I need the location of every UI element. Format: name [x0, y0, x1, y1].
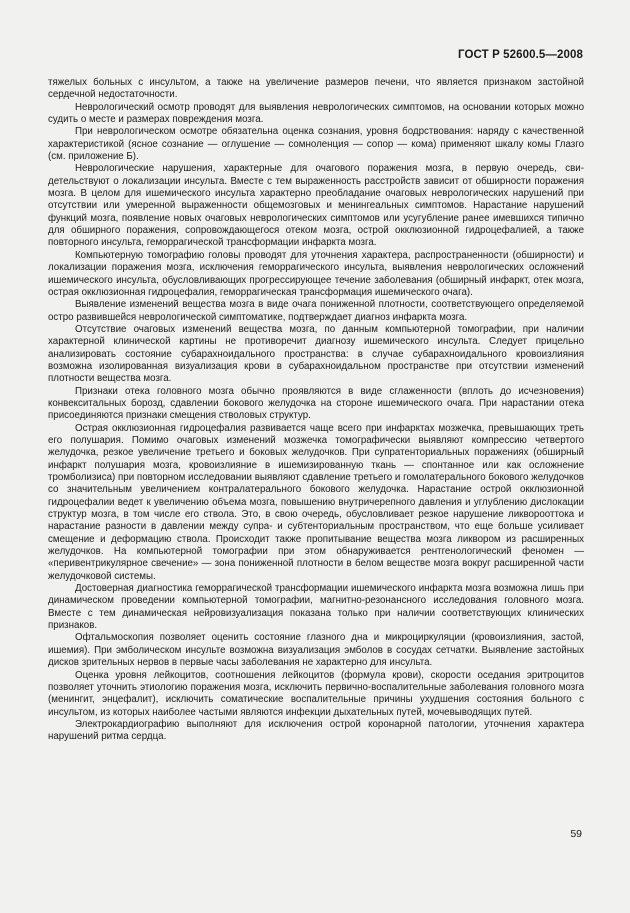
- paragraph-ecg: Электрокардиографию выполняют для исключения острой коронарной патологии, уточнения характера нарушений ритма сердца.: [48, 718, 584, 743]
- paragraph-ophthalmoscopy: Офтальмоскопия позволяет оценить состояние глазного дна и микроциркуляции (кровоизлияния, застой, ишемия). При эмболическом инсульте возможна визуализация эмболов в сосудах сетчатки. Выявление застойных дисков зрительных нервов в первые часы заболевания не характерно для инсульта.: [48, 632, 584, 669]
- paragraph-hydrocephalus: Острая окклюзионная гидроцефалия развивается чаще всего при инфарктах мозжечка, превышающих треть его полушария. Помимо очаговых изменений мозжечка томографически выявляют компрессию четвертого желудочка, резкое увеличение третьего и боковых желудочков. При супратенториальных поражениях (обширный инфаркт полушария мозга, кровоизлияние в ишемизированную ткань — спонтанное или как осложнение тромболизиса) при повторном исследовании выявляют сдавление третьего и гомолатерального бокового желудочков со значительным увеличением контралатерального бокового желудочка. Нарастание острой окклюзионной гидроцефалии ведет к увеличению объема мозга, повышению внутричерепного давления и углублению дислокации структур мозга, в том числе его ствола. Это, в свою очередь, обусловливает резкое нарушение ликворооттока и нарастание разности в давлении между супра- и субтенториальным пространством, что еще больше усиливает смещение и деформацию ствола. Происходит также пропитывание вещества мозга ликвором из расширенных желудочков. На компьютерной томографии при этом обнаруживается рентгенологический феномен — «перивентрикулярное свечение» — зона пониженной плотности в белом веществе мозга вокруг расширенной части желудочковой системы.: [48, 422, 584, 582]
- paragraph-continuation: тяжелых больных с инсультом, а также на увеличение размеров печени, что является признаком застойной сердечной недостаточности.: [48, 77, 584, 101]
- paragraph-neurological-exam: Неврологический осмотр проводят для выявления неврологических симптомов, на основании которых можно судить о месте и размерах повреждения мозга.: [48, 101, 584, 126]
- page-number: 59: [570, 828, 582, 840]
- paragraph-consciousness-assessment: При неврологическом осмотре обязательна оценка сознания, уровня бодрствования: наряду с качественной характеристикой (ясное сознание — оглушение — сомноленция — сопор — кома) применяют шкалу комы Глазго (см. приложение Б).: [48, 126, 584, 163]
- paragraph-brain-edema: Признаки отека головного мозга обычно проявляются в виде сглаженности (вплоть до исчезновения) конвекситальных борозд, сдавлении бокового желудочка на стороне ишемического очага. При нарастании отека присоединяются признаки смещения стволовых структур.: [48, 385, 584, 422]
- paragraph-absence-of-changes: Отсутствие очаговых изменений вещества мозга, по данным компьютерной томографии, при наличии характерной клинической картины не противоречит диагнозу ишемического инсульта. Следует прицельно анализировать состояние субарахноидального пространства: в случае субарахноидального кровоизлияния возможна изолированная визуализация крови в субарахноидальном пространстве при отсутствии изменений плотности вещества мозга.: [48, 323, 584, 385]
- document-code-header: ГОСТ Р 52600.5—2008: [458, 49, 583, 61]
- paragraph-infarction-detection: Выявление изменений вещества мозга в виде очага пониженной плотности, соответствующего определяемой остро развившейся неврологической симптоматике, подтверждает диагноз инфаркта мозга.: [48, 299, 584, 323]
- body-text: [48, 77, 584, 744]
- paragraph-neurological-disorders: Неврологические нарушения, характерные для очагового поражения мозга, в первую очередь, свидетельствуют о локализации инсульта. Вместе с тем выраженность расстройств зависит от обширности поражения мозга. В целом для ишемического инсульта характерно преобладание очаговых неврологических нарушений при отсутствии или умеренной выраженности общемозговых и менингеальных симптомов. Нарастание нарушений функций мозга, появление новых очаговых неврологических симптомов или усугубление ранее имевшихся типично для обширного поражения, сопровождающегося отеком мозга, острой окклюзионной гидроцефалией, а также повторного инсульта, геморрагической трансформации инфаркта мозга.: [48, 163, 584, 249]
- paragraph-hemorrhagic-transformation: Достоверная диагностика геморрагической трансформации ишемического инфаркта мозга возможна лишь при динамическом проведении компьютерной томографии, магнитно-резонансного исследования головного мозга. Вместе с тем динамическая нейровизуализация показана только при наличии соответствующих клинических признаков.: [48, 583, 584, 632]
- paragraph-leukocytes: Оценка уровня лейкоцитов, соотношения лейкоцитов (формула крови), скорости оседания эритроцитов позволяет уточнить этиологию поражения мозга, исключить первично-воспалительные заболевания головного мозга (менингит, энцефалит), исключить соматические воспалительные причины ухудшения состояния больного с инсультом, из которых наиболее частыми являются инфекции дыхательных путей, мочевыводящих путей.: [48, 669, 584, 718]
- paragraph-computed-tomography: Компьютерную томографию головы проводят для уточнения характера, распространенности (обширности) и локализации поражения мозга, исключения геморрагического инсульта, выявления неврологических осложнений ишемического инсульта, обусловливающих прогрессирующее течение заболевания (обширный инфаркт, отек мозга, острая окклюзионная гидроцефалия, геморрагическая трансформация ишемического очага).: [48, 249, 584, 298]
